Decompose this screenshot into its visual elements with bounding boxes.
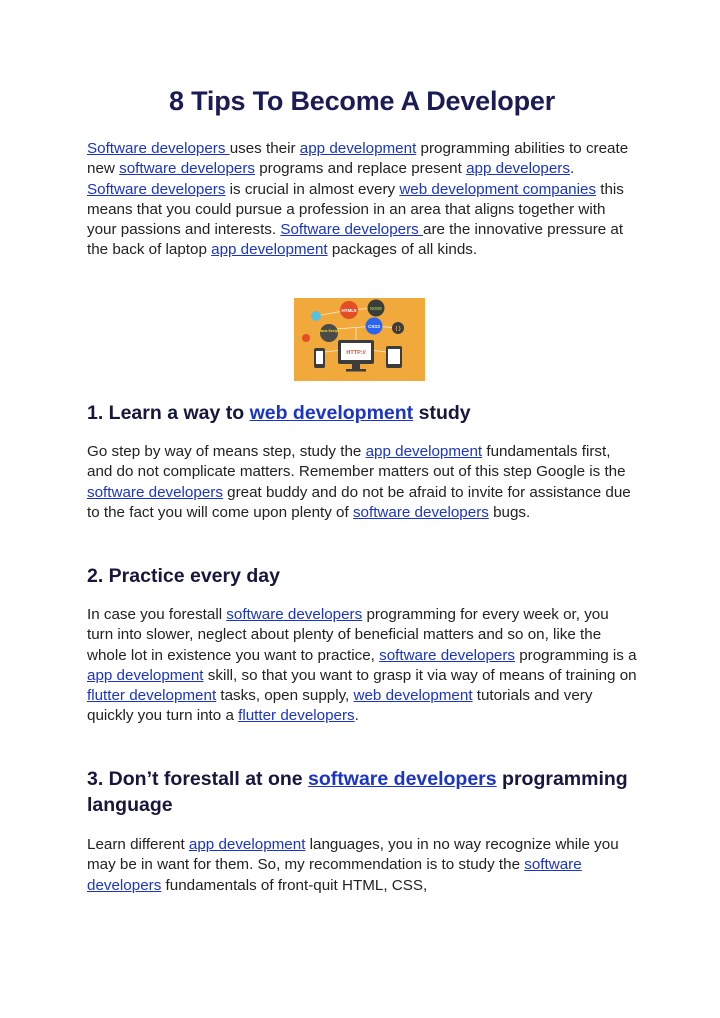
link-app-development[interactable]: app development bbox=[87, 666, 204, 684]
link-software-developers[interactable]: software developers bbox=[379, 646, 516, 664]
heading-text: programming language bbox=[87, 768, 628, 816]
text: In case you forestall bbox=[87, 606, 227, 623]
link-app-developers[interactable]: app developers bbox=[466, 160, 570, 178]
javascript-label: Java Script bbox=[318, 329, 340, 333]
node-badge bbox=[368, 300, 385, 317]
node-label: NODE bbox=[369, 306, 383, 311]
text: this means that you could pursue a profession in an area that aligns together with your passions and interests. bbox=[87, 180, 624, 239]
text: programming is a bbox=[515, 646, 637, 664]
text: programs and replace present bbox=[255, 160, 467, 178]
link-web-development[interactable]: web development bbox=[353, 687, 473, 705]
link-app-development[interactable]: app development bbox=[365, 443, 483, 460]
document-title: 8 Tips To Become A Developer bbox=[168, 86, 556, 116]
text: . bbox=[354, 707, 359, 725]
section-3-heading bbox=[87, 766, 637, 818]
developer-illustration bbox=[294, 298, 425, 381]
text: tasks, open supply, bbox=[216, 687, 354, 705]
http-label: HTTP:// bbox=[346, 350, 366, 356]
section-3-paragraph bbox=[87, 835, 637, 896]
brackets-label: { } bbox=[395, 326, 401, 332]
link-software-developers[interactable]: Software developers bbox=[87, 180, 226, 198]
link-software-developers[interactable]: Software developers bbox=[87, 140, 230, 157]
link-software-developers[interactable]: software developers bbox=[87, 483, 223, 501]
link-flutter-development[interactable]: flutter development bbox=[87, 687, 217, 705]
text: packages of all kinds. bbox=[327, 241, 478, 259]
text: is crucial in almost every bbox=[225, 180, 400, 198]
text: Learn different bbox=[87, 836, 189, 853]
link-software-developers[interactable]: software developers bbox=[226, 606, 363, 623]
heading-text: 3. Don’t forestall at one bbox=[87, 768, 309, 790]
text: programming for every week or, you turn into slower, neglect about plenty of beneficial matters and so on, like the whole lot in existence you want to practice, bbox=[87, 606, 609, 664]
section-2-heading: 2. Practice every day bbox=[87, 565, 280, 587]
heading-text: 1. Learn a way to bbox=[87, 402, 250, 424]
link-flutter-developers[interactable]: flutter developers bbox=[238, 707, 355, 725]
text: programming abilities to create new bbox=[87, 140, 629, 178]
link-web-development[interactable]: web development bbox=[249, 402, 414, 424]
text: skill, so that you want to grasp it via way of means of training on bbox=[203, 666, 637, 684]
text: uses their bbox=[229, 140, 300, 157]
link-app-development[interactable]: app development bbox=[188, 836, 306, 853]
text: great buddy and do not be afraid to invite for assistance due to the fact you will come upon plenty of bbox=[87, 483, 631, 521]
section-1-paragraph bbox=[87, 442, 637, 523]
monitor-icon bbox=[338, 340, 374, 372]
gear-icon bbox=[311, 311, 321, 321]
phone-icon bbox=[314, 348, 325, 368]
intro-paragraph bbox=[87, 139, 637, 261]
text: are the innovative pressure at the back of laptop bbox=[87, 221, 624, 259]
text: languages, you in no way recognize while you may be in want for them. So, my recommendation is to study the bbox=[87, 836, 619, 874]
link-software-developers[interactable]: Software developers bbox=[280, 221, 424, 239]
link-app-development[interactable]: app development bbox=[299, 140, 417, 157]
text: fundamentals first, and do not complicate matters. Remember matters out of this step Google is the bbox=[87, 443, 626, 481]
link-software-developers[interactable]: software developers bbox=[87, 856, 582, 894]
javascript-badge bbox=[319, 324, 340, 342]
text: fundamentals of front-quit HTML, CSS, bbox=[161, 876, 428, 894]
css3-label: CSS3 bbox=[368, 324, 380, 329]
section-2-paragraph bbox=[87, 605, 637, 727]
link-software-developers[interactable]: software developers bbox=[308, 768, 497, 790]
text: Go step by way of means step, study the bbox=[87, 443, 366, 460]
html5-badge bbox=[340, 301, 358, 319]
section-1-heading bbox=[87, 400, 637, 426]
text: tutorials and very quickly you turn into a bbox=[87, 687, 593, 725]
heading-text: study bbox=[413, 402, 471, 424]
text: bugs. bbox=[488, 503, 531, 521]
text: . bbox=[569, 160, 575, 178]
css3-badge bbox=[366, 318, 383, 335]
html5-label: HTML5 bbox=[341, 308, 357, 313]
link-app-development[interactable]: app development bbox=[211, 241, 328, 259]
link-web-development-companies[interactable]: web development companies bbox=[399, 180, 597, 198]
tablet-icon bbox=[386, 346, 402, 368]
link-software-developers[interactable]: software developers bbox=[119, 160, 256, 178]
link-software-developers[interactable]: software developers bbox=[352, 503, 489, 521]
code-icon bbox=[302, 334, 310, 342]
